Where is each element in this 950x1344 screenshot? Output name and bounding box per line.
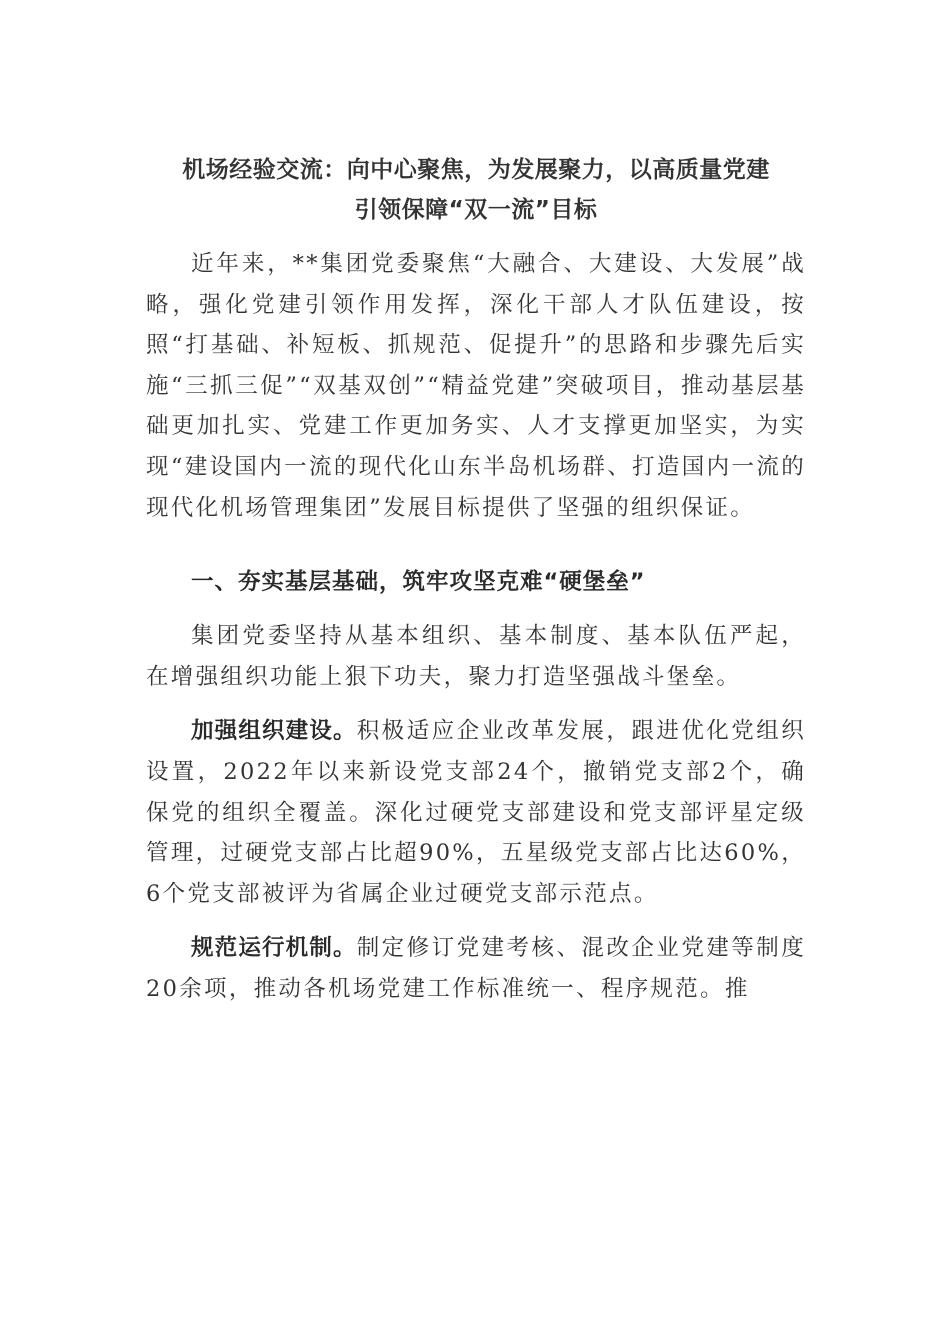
- section-1-item-organization: [146, 711, 806, 914]
- document-page: [146, 150, 806, 1010]
- section-1-item-mechanism: [146, 928, 806, 1009]
- section-1-intro: 集团党委坚持从基本组织、基本制度、基本队伍严起，在增强组织功能上狠下功夫，聚力打造坚强战斗堡垒。: [146, 623, 806, 690]
- title-line-2: 引领保障“双一流”目标: [354, 197, 598, 223]
- item-lead-organization: 加强组织建设。: [191, 718, 357, 745]
- section-1-heading: 一、夯实基层基础，筑牢攻坚克难“硬堡垒”: [191, 569, 646, 596]
- item-lead-mechanism: 规范运行机制。: [191, 935, 357, 962]
- item-body-mechanism: 制定修订党建考核、混改企业党建等制度20余项，推动各机场党建工作标准统一、程序规范。推: [146, 935, 806, 1002]
- document-title: [146, 150, 806, 230]
- intro-paragraph: 近年来，**集团党委聚焦“大融合、大建设、大发展”战略，强化党建引领作用发挥，深化干部人才队伍建设，按照“打基础、补短板、抓规范、促提升”的思路和步骤先后实施“三抓三促”“双基双创”“精益党建”突破项目，推动基层基础更加扎实、党建工作更加务实、人才支撑更加坚实，为实现“建设国内一流的现代化山东半岛机场群、打造国内一流的现代化机场管理集团”发展目标提供了坚强的组织保证。: [146, 251, 806, 521]
- title-line-1: 机场经验交流：向中心聚焦，为发展聚力，以高质量党建: [182, 157, 770, 183]
- item-body-organization: 积极适应企业改革发展，跟进优化党组织设置，2022年以来新设党支部24个，撤销党支部2个，确保党的组织全覆盖。深化过硬党支部建设和党支部评星定级管理，过硬党支部占比超90%，五星级党支部占比达60%，6个党支部被评为省属企业过硬党支部示范点。: [146, 718, 806, 907]
